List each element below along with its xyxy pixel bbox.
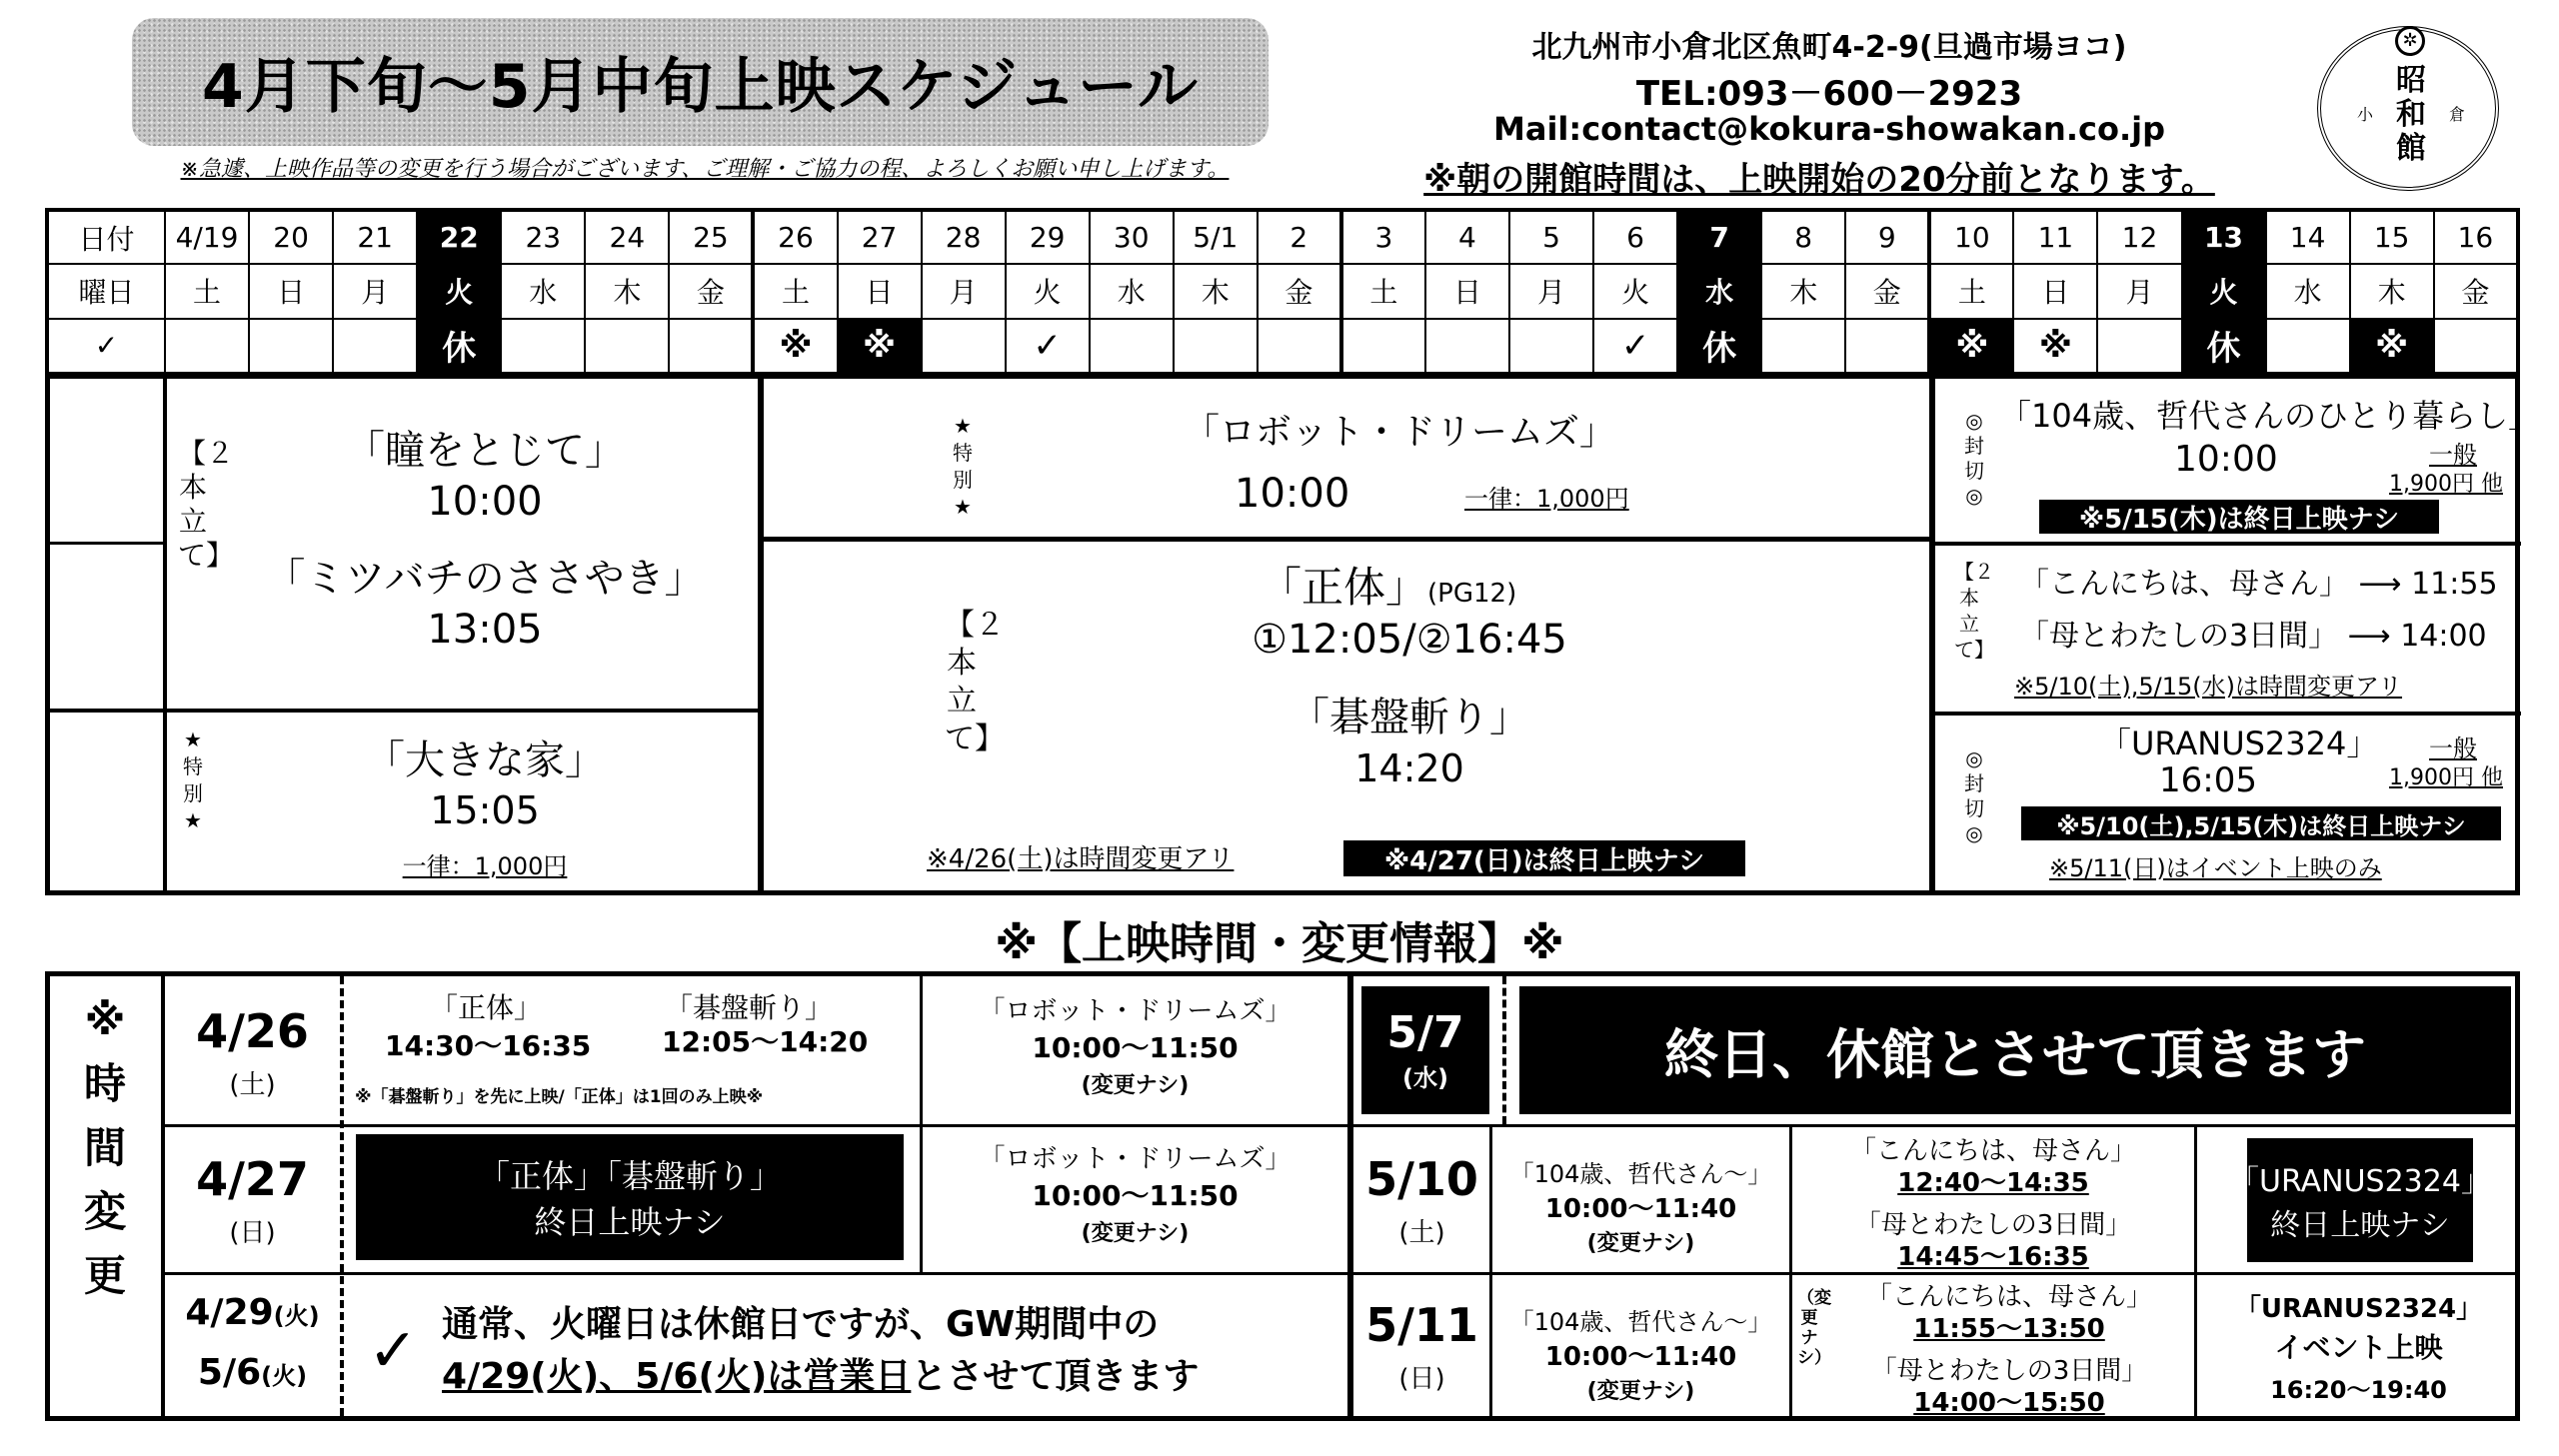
price-label: 一般 <box>2429 441 2477 469</box>
calendar-dow: 月 <box>922 264 1006 318</box>
closed-date-block: 5/7 (水) <box>1361 986 1489 1114</box>
time-change-table <box>45 971 2520 1421</box>
calendar-table <box>45 208 2520 374</box>
showtime: 16:20～19:40 <box>2270 1376 2447 1404</box>
showtime: ①12:05/②16:45 <box>1252 617 1567 663</box>
calendar-mark <box>585 319 669 373</box>
calendar-date: 24 <box>585 210 669 264</box>
logo-name: 昭和館 <box>2396 63 2426 166</box>
showtime: 14:45～16:35 <box>1897 1242 2089 1272</box>
section-title: ※【上映時間・変更情報】※ <box>995 918 1564 969</box>
calendar-mark <box>333 319 417 373</box>
no-change-note: (変更ナシ) <box>1586 1231 1695 1256</box>
calendar-date: 12 <box>2097 210 2181 264</box>
change-date: 5/6(火) <box>197 1352 308 1393</box>
showtime: 10:00～11:50 <box>1032 1179 1239 1212</box>
calendar-dow: 金 <box>1845 264 1929 318</box>
calendar-dow: 水 <box>1677 264 1761 318</box>
calendar-mark <box>1425 319 1509 373</box>
calendar-date: 9 <box>1845 210 1929 264</box>
calendar-date: 2 <box>1258 210 1341 264</box>
calendar-mark <box>1174 319 1258 373</box>
calendar-date: 27 <box>838 210 922 264</box>
calendar-date: 29 <box>1006 210 1090 264</box>
price-label: 一般 <box>2429 734 2477 762</box>
opening-notice: ※朝の開館時間は、上映開始の20分前となります。 <box>1423 160 2215 200</box>
no-change-note: (変更ナシ) <box>1081 1073 1190 1098</box>
calendar-dow: 金 <box>1258 264 1341 318</box>
calendar-dow: 水 <box>501 264 585 318</box>
showtime: 10:00～11:50 <box>1032 1031 1239 1064</box>
gw-notice: 4/29(火)、5/6(火)は営業日とさせて頂きます <box>442 1356 1200 1397</box>
calendar-mark: ※ <box>2013 319 2097 373</box>
calendar-dow: 土 <box>165 264 249 318</box>
change-note: ※「碁盤斬り」を先に上映/「正体」は1回のみ上映※ <box>355 1087 764 1107</box>
calendar-date: 16 <box>2434 210 2518 264</box>
calendar-date: 7 <box>1677 210 1761 264</box>
showtime: 10:00 <box>2174 439 2278 480</box>
price: 1,900円 他 <box>2389 765 2503 790</box>
calendar-date: 8 <box>1761 210 1845 264</box>
gw-notice: 通常、火曜日は休館日ですが、GW期間中の <box>442 1304 1160 1345</box>
film-title: 「母とわたしの3日間」 <box>1870 1356 2148 1386</box>
calendar-mark: ✓ <box>1593 319 1677 373</box>
showtime: 12:05～14:20 <box>662 1025 869 1058</box>
calendar-dow: 月 <box>1509 264 1593 318</box>
film-title: 「ロボット・ドリームズ」 <box>979 1144 1291 1174</box>
closed-notice: 終日、休館とさせて頂きます <box>1519 986 2511 1114</box>
calendar-dow: 金 <box>669 264 753 318</box>
no-screening-badge: ※4/27(日)は終日上映ナシ <box>1343 840 1745 876</box>
arrow-right-icon: ⟶ <box>2349 567 2412 602</box>
calendar-mark <box>1761 319 1845 373</box>
calendar-mark <box>669 319 753 373</box>
calendar-date: 5/1 <box>1174 210 1258 264</box>
time-change-side-label: ※時間変更 <box>83 995 126 1300</box>
schedule-note: ※5/11(日)はイベント上映のみ <box>2049 854 2382 882</box>
film-title: 「正体」 <box>430 991 543 1024</box>
calendar-dow: 月 <box>2097 264 2181 318</box>
film-title: 「碁盤斬り」 <box>1289 695 1529 740</box>
logo-right-char: 倉 <box>2449 105 2466 124</box>
no-screening-block: 「正体」「碁盤斬り」 終日上映ナシ <box>356 1134 904 1260</box>
no-change-note: (変更ナシ) <box>1586 1379 1695 1404</box>
film-title: 「ロボット・ドリームズ」 <box>1183 412 1615 453</box>
showtime: 11:55～13:50 <box>1913 1314 2105 1344</box>
calendar-mark <box>165 319 249 373</box>
double-feature-label: 【２本立て】 <box>945 608 1005 756</box>
special-label: ★特別★ <box>183 728 203 832</box>
calendar-date: 30 <box>1090 210 1174 264</box>
calendar-mark <box>1090 319 1174 373</box>
calendar-date: 5 <box>1509 210 1593 264</box>
film-title: 「ミツバチのささやき」 <box>265 556 705 602</box>
film-time-line: 「こんにちは、母さん」 ⟶ 11:55 <box>2019 567 2498 602</box>
film-title: 「碁盤斬り」 <box>665 991 834 1024</box>
film-title: 「104歳、哲代さんのひとり暮らし」 <box>1999 397 2541 435</box>
film-title: 「母とわたしの3日間」 <box>1854 1210 2132 1240</box>
arrow-right-icon: ⟶ <box>2338 619 2401 654</box>
calendar-mark: ※ <box>1929 319 2013 373</box>
showtime: 10:00～11:40 <box>1544 1342 1737 1372</box>
film-title: 「こんにちは、母さん」 <box>1865 1282 2152 1312</box>
calendar-date: 4/19 <box>165 210 249 264</box>
film-title: 「正体」(PG12) <box>1260 563 1517 612</box>
calendar-date: 15 <box>2350 210 2434 264</box>
change-dow: (土) <box>1398 1218 1445 1248</box>
film-title: 「瞳をとじて」 <box>345 428 625 474</box>
calendar-dow: 日 <box>2013 264 2097 318</box>
double-feature-label: 【２本立て】 <box>178 437 235 572</box>
price: 一律：1,000円 <box>402 852 568 880</box>
calendar-date: 13 <box>2182 210 2266 264</box>
no-screening-block: 「URANUS2324」 終日上映ナシ <box>2247 1138 2473 1262</box>
row-label-dow: 曜日 <box>47 264 165 318</box>
showtime: 14:20 <box>1354 746 1464 790</box>
special-label: ★特別★ <box>953 414 973 519</box>
calendar-date: 26 <box>753 210 837 264</box>
price: 一律：1,000円 <box>1464 485 1629 513</box>
showtime: 13:05 <box>427 607 543 653</box>
showtime: 14:30～16:35 <box>385 1029 592 1062</box>
schedule-note: ※5/10(土),5/15(水)は時間変更アリ <box>2014 673 2403 701</box>
calendar-mark <box>2097 319 2181 373</box>
calendar-mark: ※ <box>838 319 922 373</box>
calendar-mark <box>249 319 333 373</box>
showtime: 16:05 <box>2159 760 2257 800</box>
calendar-dow: 金 <box>2434 264 2518 318</box>
event-screening: イベント上映 <box>2274 1331 2443 1364</box>
calendar-date: 23 <box>501 210 585 264</box>
calendar-dow: 水 <box>2266 264 2350 318</box>
calendar-mark: 休 <box>1677 319 1761 373</box>
film-title: 「ロボット・ドリームズ」 <box>979 996 1291 1026</box>
calendar-date: 6 <box>1593 210 1677 264</box>
calendar-mark: 休 <box>417 319 501 373</box>
calendar-date: 3 <box>1341 210 1425 264</box>
change-dow: (土) <box>229 1070 276 1100</box>
calendar-dow: 火 <box>2182 264 2266 318</box>
change-date: 5/10 <box>1365 1152 1478 1206</box>
email: Mail:contact@kokura-showakan.co.jp <box>1493 110 2165 148</box>
calendar-mark: ✓ <box>1006 319 1090 373</box>
calendar-dow: 日 <box>249 264 333 318</box>
showtime: 12:40～14:35 <box>1897 1168 2089 1198</box>
film-title: 「URANUS2324」 <box>2099 725 2379 762</box>
calendar-dow: 火 <box>1593 264 1677 318</box>
theater-logo <box>2317 26 2499 191</box>
calendar-mark: 休 <box>2182 319 2266 373</box>
calendar-dow: 木 <box>1761 264 1845 318</box>
film-title: 「こんにちは、母さん」 <box>1849 1136 2136 1166</box>
calendar-date: 20 <box>249 210 333 264</box>
change-date: 4/27 <box>196 1152 309 1206</box>
film-title: 「104歳、哲代さん～」 <box>1509 1308 1772 1336</box>
calendar-dow: 火 <box>417 264 501 318</box>
telephone: TEL:093－600－2923 <box>1635 74 2023 114</box>
calendar-mark <box>922 319 1006 373</box>
no-screening-badge: ※5/10(土),5/15(木)は終日上映ナシ <box>2021 806 2501 840</box>
calendar-dow: 木 <box>2350 264 2434 318</box>
premiere-label: ◎封切◎ <box>1964 409 1984 508</box>
calendar-dow: 日 <box>1425 264 1509 318</box>
showtime: 15:05 <box>430 788 540 832</box>
premiere-label: ◎封切◎ <box>1964 746 1984 845</box>
calendar-dow: 月 <box>333 264 417 318</box>
row-label-mark: ✓ <box>47 319 165 373</box>
calendar-date: 25 <box>669 210 753 264</box>
check-icon: ✓ <box>368 1316 419 1386</box>
film-time-line: 「母とわたしの3日間」 ⟶ 14:00 <box>2019 619 2487 654</box>
film-title: 「URANUS2324」 <box>2234 1294 2483 1324</box>
no-change-side-label: （変更ナシ） <box>1797 1288 1831 1368</box>
change-date: 4/29(火) <box>185 1292 320 1333</box>
calendar-date: 22 <box>417 210 501 264</box>
calendar-mark <box>1258 319 1341 373</box>
calendar-dow: 火 <box>1006 264 1090 318</box>
calendar-mark: ※ <box>753 319 837 373</box>
logo-emblem-icon: ✲ <box>2395 26 2425 56</box>
calendar-date: 11 <box>2013 210 2097 264</box>
calendar-mark <box>1845 319 1929 373</box>
calendar-dow: 木 <box>1174 264 1258 318</box>
page-title: 4月下旬～5月中旬上映スケジュール <box>132 18 1269 146</box>
no-change-note: (変更ナシ) <box>1081 1221 1190 1246</box>
calendar-date: 4 <box>1425 210 1509 264</box>
showtime: 14:00～15:50 <box>1913 1388 2105 1418</box>
double-feature-label: 【２本立て】 <box>1954 560 1994 662</box>
schedule-grid <box>45 374 2541 895</box>
calendar-dow: 土 <box>753 264 837 318</box>
calendar-mark <box>1341 319 1425 373</box>
calendar-mark <box>2434 319 2518 373</box>
change-date: 4/26 <box>196 1004 309 1058</box>
calendar-dow: 土 <box>1929 264 2013 318</box>
calendar-date: 21 <box>333 210 417 264</box>
showtime: 10:00 <box>1235 471 1350 517</box>
calendar-date: 14 <box>2266 210 2350 264</box>
address: 北九州市小倉北区魚町4-2-9(旦過市場ヨコ) <box>1531 30 2127 65</box>
film-title: 「104歳、哲代さん～」 <box>1509 1160 1772 1188</box>
price: 1,900円 他 <box>2389 472 2503 497</box>
calendar-dow: 日 <box>838 264 922 318</box>
change-date: 5/11 <box>1365 1298 1478 1352</box>
calendar-date: 10 <box>1929 210 2013 264</box>
calendar-mark <box>1509 319 1593 373</box>
calendar-dow: 水 <box>1090 264 1174 318</box>
logo-left-char: 小 <box>2357 105 2374 124</box>
calendar-mark: ※ <box>2350 319 2434 373</box>
showtime: 10:00 <box>427 479 543 525</box>
calendar-mark <box>501 319 585 373</box>
schedule-note: ※4/26(土)は時間変更アリ <box>927 844 1235 874</box>
calendar-dow: 土 <box>1341 264 1425 318</box>
showtime: 10:00～11:40 <box>1544 1194 1737 1224</box>
change-dow: (日) <box>1398 1364 1445 1394</box>
row-label-date: 日付 <box>47 210 165 264</box>
calendar-dow: 木 <box>585 264 669 318</box>
calendar-date: 28 <box>922 210 1006 264</box>
calendar-mark <box>2266 319 2350 373</box>
change-dow: (日) <box>229 1218 276 1248</box>
film-title: 「大きな家」 <box>365 737 605 783</box>
no-screening-badge: ※5/15(木)は終日上映ナシ <box>2039 500 2439 534</box>
change-notice: ※急遽、上映作品等の変更を行う場合がございます、ご理解・ご協力の程、よろしくお願い申し上げます。 <box>180 157 1230 182</box>
